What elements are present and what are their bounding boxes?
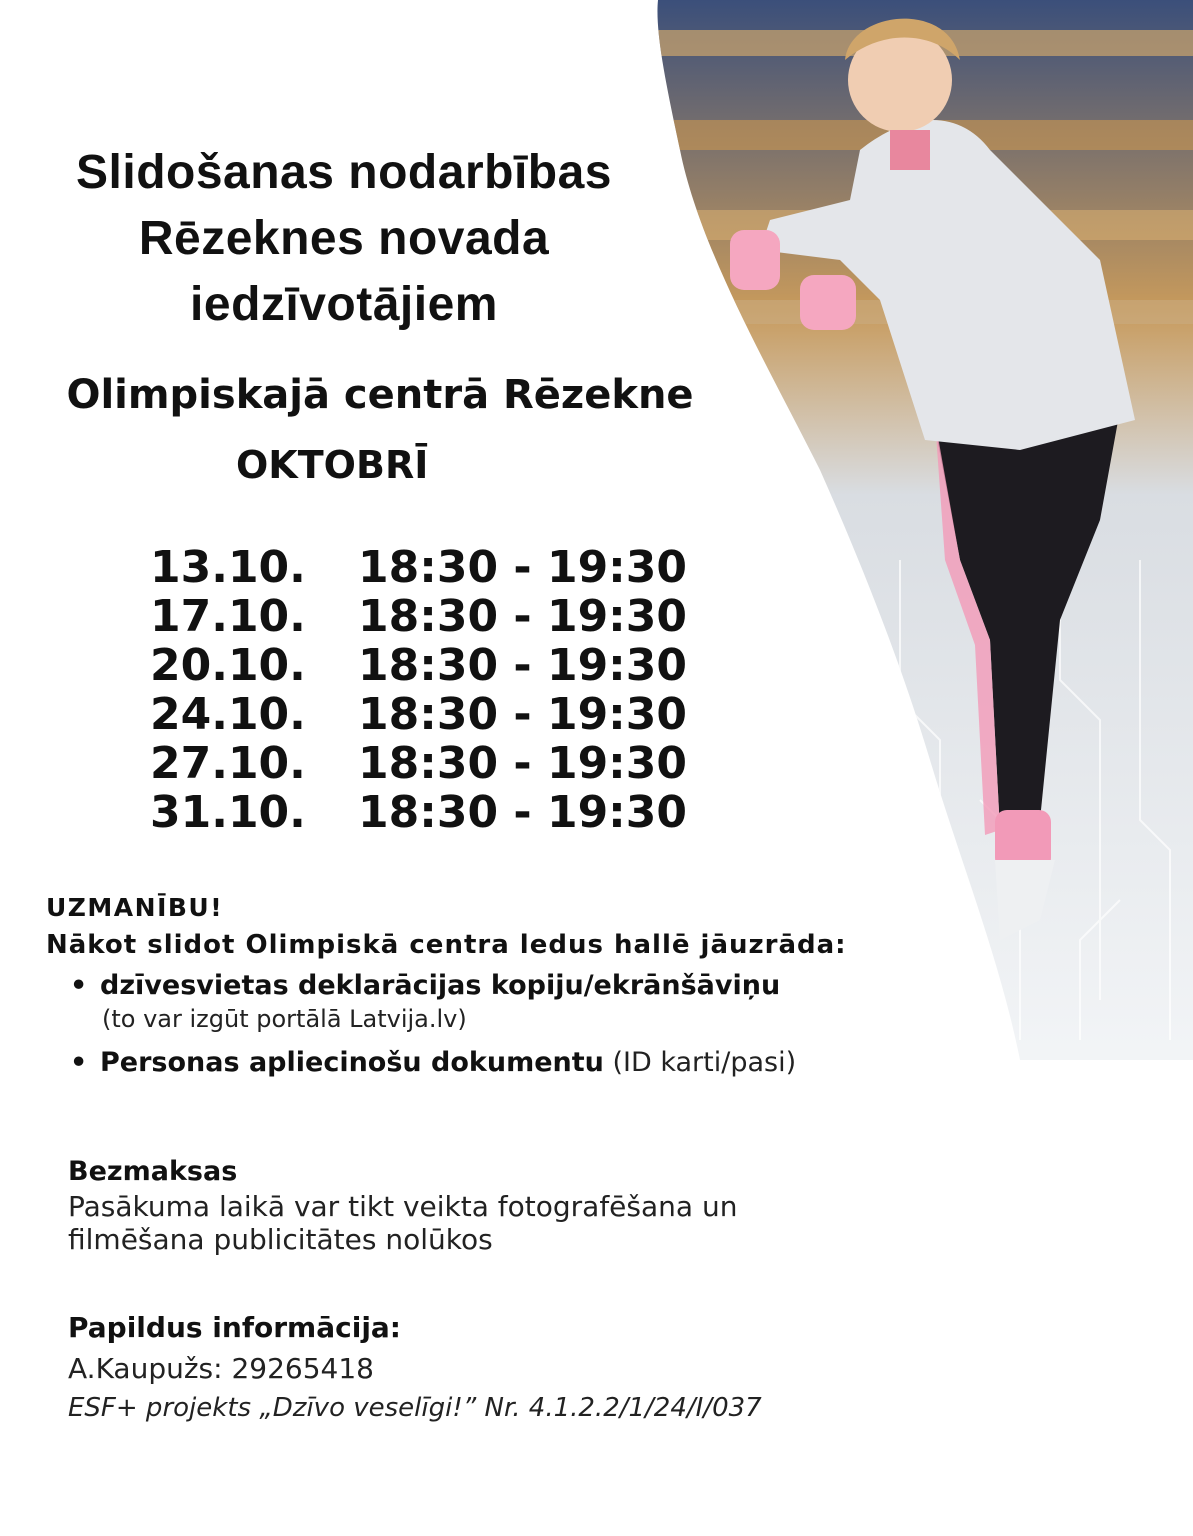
notice-text: Nākot slidot Olimpiskā centra ledus hallē jāuzrāda: — [46, 930, 847, 960]
schedule-date: 17.10. — [150, 591, 306, 642]
requirements-list — [70, 970, 970, 1078]
schedule-time: 18:30 - 19:30 — [358, 542, 688, 593]
schedule-row — [150, 788, 687, 837]
page-title — [24, 140, 664, 338]
info-heading: Papildus informācija: — [68, 1311, 402, 1344]
schedule-date: 20.10. — [150, 640, 306, 691]
schedule-time: 18:30 - 19:30 — [358, 689, 688, 740]
schedule-row — [150, 543, 687, 592]
schedule-row — [150, 739, 687, 788]
attention-heading: UZMANĪBU! — [46, 893, 224, 922]
contact-text: A.Kaupužs: 29265418 — [68, 1352, 374, 1385]
schedule-time: 18:30 - 19:30 — [358, 640, 688, 691]
schedule-date: 13.10. — [150, 542, 306, 593]
list-item — [70, 970, 970, 1001]
free-heading: Bezmaksas — [68, 1156, 238, 1187]
month-text: OKTOBRĪ — [236, 443, 429, 487]
schedule-row — [150, 641, 687, 690]
schedule-time: 18:30 - 19:30 — [358, 787, 688, 838]
title-line: Slidošanas nodarbības — [76, 146, 612, 199]
schedule-row — [150, 592, 687, 641]
bullet-icon: • — [70, 1047, 88, 1078]
schedule-date: 31.10. — [150, 787, 306, 838]
venue-text: Olimpiskajā centrā Rēzekne — [66, 372, 694, 418]
schedule-date: 27.10. — [150, 738, 306, 789]
project-text: ESF+ projekts „Dzīvo veselīgi!” Nr. 4.1.2.2/1/24/I/037 — [68, 1393, 762, 1423]
schedule-time: 18:30 - 19:30 — [358, 591, 688, 642]
list-item — [70, 1047, 970, 1078]
schedule-time: 18:30 - 19:30 — [358, 738, 688, 789]
schedule-list — [150, 543, 687, 837]
bullet-icon: • — [70, 970, 88, 1001]
requirement-sub: (to var izgūt portālā Latvija.lv) — [102, 1005, 467, 1033]
requirement-main: dzīvesvietas deklarācijas kopiju/ekrānšāviņu — [100, 970, 781, 1001]
schedule-row — [150, 690, 687, 739]
header-blank-area — [44, 0, 530, 96]
requirement-note: (ID karti/pasi) — [603, 1047, 797, 1078]
free-text: Pasākuma laikā var tikt veikta fotografēšana un filmēšana publicitātes nolūkos — [68, 1190, 738, 1256]
schedule-date: 24.10. — [150, 689, 306, 740]
requirement-main: Personas apliecinošu dokumentu — [100, 1047, 604, 1078]
title-line: iedzīvotājiem — [190, 278, 498, 331]
title-line: Rēzeknes novada — [138, 212, 550, 265]
